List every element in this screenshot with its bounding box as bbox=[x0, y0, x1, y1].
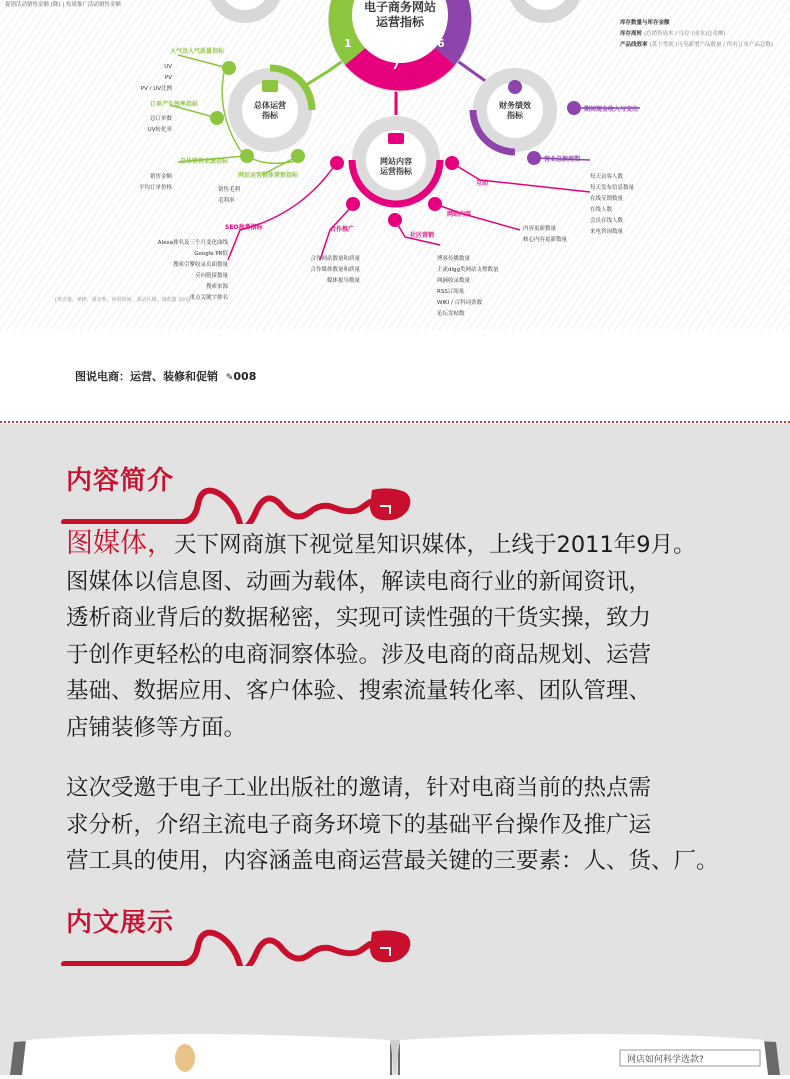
top-right-labels: 库存数量与库存金额 库存周转 (总销售成本 / 库存 (成本)总金额) 产品线效率 (某个类别 (可见新增产品数量 / 所有订单产品总数) bbox=[620, 20, 773, 48]
content-branch-1-items: Alexa排名及三个月变化曲线 Google PR值 搜索引擎收录页面数量 反向链接数量 搜索来源 重点关键字排名 bbox=[157, 240, 228, 301]
finance-branch-1-title: 营业总款周期 bbox=[544, 156, 581, 163]
book-preview bbox=[0, 1022, 790, 1075]
general-branch-2-title: 订单产生效率指标 bbox=[150, 101, 199, 108]
general-hub-label: 总体运营 指标 bbox=[254, 101, 286, 120]
intro-title: 内容简介 bbox=[66, 466, 175, 496]
general-branch-2-items: 总订单数 UV转化率 bbox=[147, 116, 172, 133]
general-branch-4-items: 销售毛利 毛利率 bbox=[218, 187, 241, 204]
content-branch-4-title: 网站内容 bbox=[447, 211, 472, 218]
showcase-squiggle-decoration bbox=[60, 906, 420, 966]
content-branch-5-items: 每天访客人数 每天发布信息数量 在线反馈数量 在线人数 会员在线人数 来电咨询数量 bbox=[590, 174, 635, 235]
intro-lead: 图媒体， bbox=[66, 528, 174, 559]
center-num-1: 1 bbox=[344, 37, 352, 50]
open-book-illustration bbox=[0, 1022, 790, 1075]
bottom-note: (单次量、单IP、成交率、停留时间、来访区域、浏览器 访问) bbox=[55, 297, 190, 303]
general-branch-3-items: 销售金额 平均订单价格 bbox=[138, 174, 172, 191]
intro-first-line: 图媒体，天下网商旗下视觉星知识媒体，上线于2011年9月。 bbox=[66, 528, 696, 559]
content-branch-3-items: 博客传播数量 主流digg类网站支撑数量 网摘收录数量 RSS订阅量 WIKI / 百科词条数 论坛发帖数 bbox=[437, 256, 499, 317]
general-branch-1-items: UV PV PV / UV比例 bbox=[140, 64, 172, 92]
ecommerce-metrics-diagram bbox=[0, 0, 790, 330]
content-branch-2-items: 合作网站数量和质量 合作媒体数量和质量 媒体报导数量 bbox=[310, 256, 360, 284]
content-hub-label: 网站内容 运营指标 bbox=[380, 157, 412, 176]
infographic-section bbox=[0, 0, 790, 420]
finance-branch-2-title: 期间现金收入与支出 bbox=[584, 106, 639, 113]
general-branch-3-title: 总体销售业绩指标 bbox=[180, 158, 229, 165]
top-left-note: 促销活动销售金额 (降) | 每周推广活动销售金额 bbox=[5, 2, 121, 8]
description-section bbox=[0, 424, 790, 1075]
content-branch-2-title: 合作推广 bbox=[330, 226, 355, 233]
showcase-title: 内文展示 bbox=[66, 908, 175, 938]
content-branch-5-title: 互动 bbox=[476, 180, 489, 187]
center-num-7: 7 bbox=[392, 59, 400, 72]
intro-paragraph-2: 这次受邀于电子工业出版社的邀请，针对电商当前的热点需 求分析，介绍主流电子商务环境下的基础平台操作及推广运 营工具的使用，内容涵盖电商运营最关键的三要素：人、货、厂。 bbox=[66, 775, 719, 875]
book-page-title: 网店如何科学选款? bbox=[627, 1055, 704, 1065]
content-branch-1-title: SEO参考指标 bbox=[225, 224, 263, 231]
intro-squiggle-decoration bbox=[60, 464, 420, 524]
content-branch-4-items: 内容更新数量 核心内容更新数量 bbox=[523, 226, 568, 243]
dotted-divider bbox=[0, 421, 790, 423]
intro-paragraph: 图媒体，天下网商旗下视觉星知识媒体，上线于2011年9月。 图媒体以信息图、动画为载体，解读电商行业的新闻资讯， 透析商业背后的数据秘密，实现可读性强的干货实操，致力 于创作更轻松的电商洞察体验。涉及电商的商品规划、运营 基础、数据应用、客户体验、搜索流量转化率、团队管理、 店铺装修等方面。 bbox=[66, 526, 736, 747]
general-branch-1-title: 人气及人气质量指标 bbox=[170, 48, 225, 55]
center-num-6: 6 bbox=[437, 37, 445, 50]
center-title: 电子商务网站 运营指标 bbox=[363, 0, 436, 29]
page-caption: 图说电商：运营、装修和促销 ✎008 bbox=[75, 370, 257, 383]
finance-hub-label: 财务绩效 指标 bbox=[499, 101, 531, 120]
content-branch-3-title: 社区营销 bbox=[410, 232, 435, 239]
pencil-icon: ✎ bbox=[225, 373, 234, 383]
general-branch-4-title: 网站运营整体营销指标 bbox=[238, 172, 299, 179]
